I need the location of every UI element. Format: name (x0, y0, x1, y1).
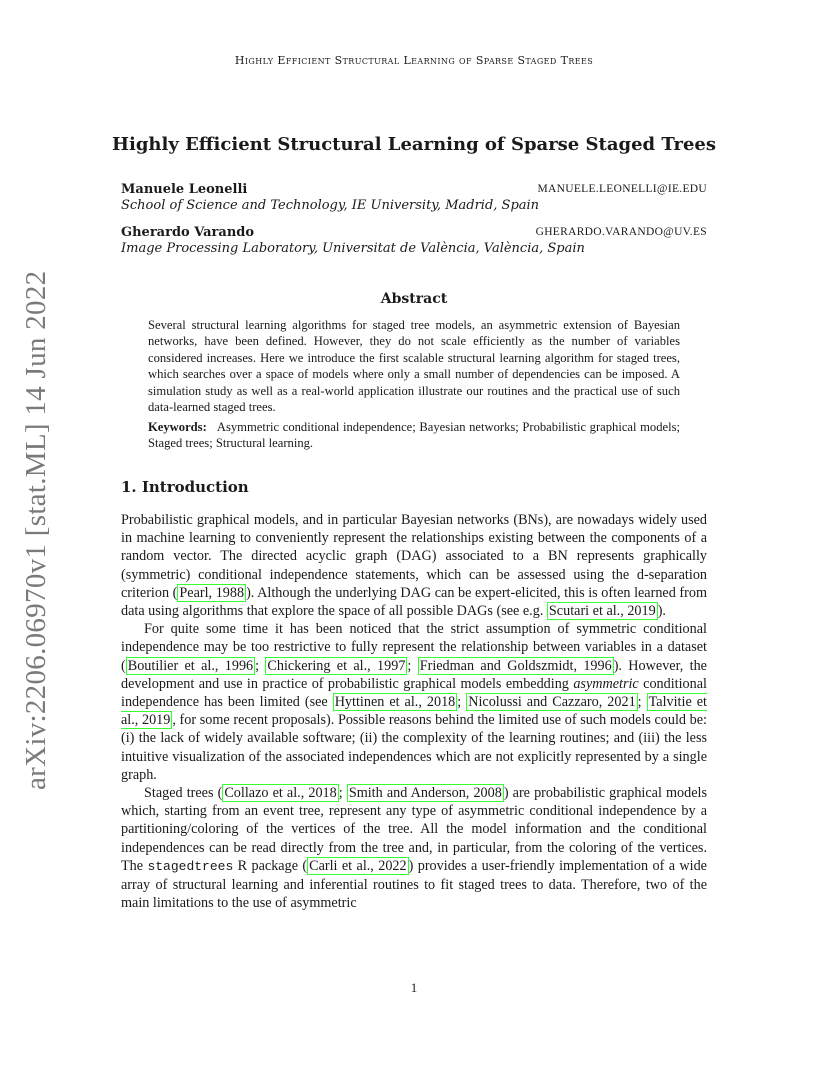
citation-link[interactable]: Talvitie et al., 2019 (121, 694, 707, 729)
citation-link[interactable]: Boutilier et al., 1996 (127, 657, 254, 674)
keywords-label: Keywords: (148, 420, 207, 434)
citation-link[interactable]: Scutari et al., 2019 (548, 603, 656, 620)
paragraph (121, 784, 707, 912)
keywords (148, 419, 680, 452)
page-number: 1 (410, 980, 418, 995)
paragraph (121, 620, 707, 784)
body-text (121, 511, 707, 912)
arxiv-identifier-stamp: arXiv:2206.06970v1 [stat.ML] 14 Jun 2022 (20, 270, 52, 790)
text-run: ; (255, 657, 266, 674)
text-run: ; (457, 694, 467, 711)
text-run: ; (338, 785, 347, 802)
text-run: ) are probabilistic graphical models which, starting from an event tree, represent any type of asymmetric conditional independence by a partitioning/coloring of the vertices of the tree. All the model information and the conditional independences can be read directly from the tree and, in particular, from the coloring of the vertices. The (121, 785, 707, 874)
text-run: ). Although the underlying DAG can be expert-elicited, this is often learned from data using algorithms that explore the space of all possible DAGs (see e.g. (121, 584, 707, 620)
citation-link[interactable]: Pearl, 1988 (179, 584, 245, 601)
text-run: , for some recent proposals). Possible reasons behind the limited use of such models could be: (i) the lack of widely available software; (ii) the complexity of the learning routines; and (iii) the less intuitive visualization of the associated independences which are not explicitly represented by a single graph. (121, 712, 707, 783)
author-block-2 (121, 225, 707, 256)
text-run: For quite some time it has been noticed that the strict assumption of symmetric conditional independence may be too restrictive to fully represent the relationship between variables in a dataset ( (121, 621, 707, 674)
text-run: ). However, the development and use in practice of probabilistic graphical models embedding (121, 657, 707, 692)
abstract-heading: Abstract (380, 291, 448, 307)
text-run: ; (407, 657, 418, 674)
text-run: ). (657, 603, 666, 620)
citation-link[interactable]: Carli et al., 2022 (309, 857, 407, 874)
citation-link[interactable]: Nicolussi and Cazzaro, 2021 (468, 694, 636, 711)
text-run: ; (637, 694, 647, 711)
text-run: R package ( (233, 857, 308, 874)
author-name: Manuele Leonelli (121, 182, 248, 197)
paper-title: Highly Efficient Structural Learning of Sparse Staged Trees (111, 134, 717, 155)
citation-link[interactable]: Chickering et al., 1997 (267, 657, 406, 674)
emphasis: asymmetric (573, 675, 639, 692)
author-email: GHERARDO.VARANDO@UV.ES (535, 226, 707, 238)
author-email: MANUELE.LEONELLI@IE.EDU (537, 183, 707, 195)
text-run: Probabilistic graphical models, and in particular Bayesian networks (BNs), are nowadays widely used in machine learning to conveniently represent the relationships existing between the components of a random vector. The directed acyclic graph (DAG) associated to a BN represents graphically (symmetric) conditional independence statements, which can be assessed using the d-separation criterion ( (121, 512, 707, 601)
citation-link[interactable]: Friedman and Goldszmidt, 1996 (419, 657, 612, 674)
code-package-name: stagedtrees (147, 858, 234, 874)
author-name: Gherardo Varando (121, 225, 255, 240)
author-block-1 (121, 182, 707, 213)
citation-link[interactable]: Hyttinen et al., 2018 (334, 694, 456, 711)
section-heading: 1. Introduction (121, 478, 249, 496)
text-run: Staged trees ( (144, 785, 223, 802)
text-run: ) provides a user-friendly implementation of a wide array of structural learning and inferential routines to fit staged trees to data. Therefore, two of the main limitations to the use of asymmetric (121, 857, 707, 912)
citation-link[interactable]: Collazo et al., 2018 (224, 785, 337, 802)
running-head: Highly Efficient Structural Learning of Sparse Staged Trees (234, 54, 594, 67)
paragraph (121, 511, 707, 620)
citation-link[interactable]: Smith and Anderson, 2008 (348, 785, 502, 802)
author-affiliation: School of Science and Technology, IE University, Madrid, Spain (121, 198, 540, 213)
text-run: conditional independence has been limited (see (121, 675, 707, 711)
author-affiliation: Image Processing Laboratory, Universitat de València, València, Spain (121, 241, 585, 256)
keywords-list: Asymmetric conditional independence; Bayesian networks; Probabilistic graphical models; Staged trees; Structural learning. (148, 420, 680, 451)
abstract-text: Several structural learning algorithms for staged tree models, an asymmetric extension of Bayesian networks, have been defined. However, they do not scale efficiently as the number of variables considered increases. Here we introduce the first scalable structural learning algorithm for staged trees, which searches over a space of models where only a small number of dependencies can be imposed. A simulation study as well as a real-world application illustrate our routines and the practical use of such data-learned staged trees. (148, 318, 680, 415)
